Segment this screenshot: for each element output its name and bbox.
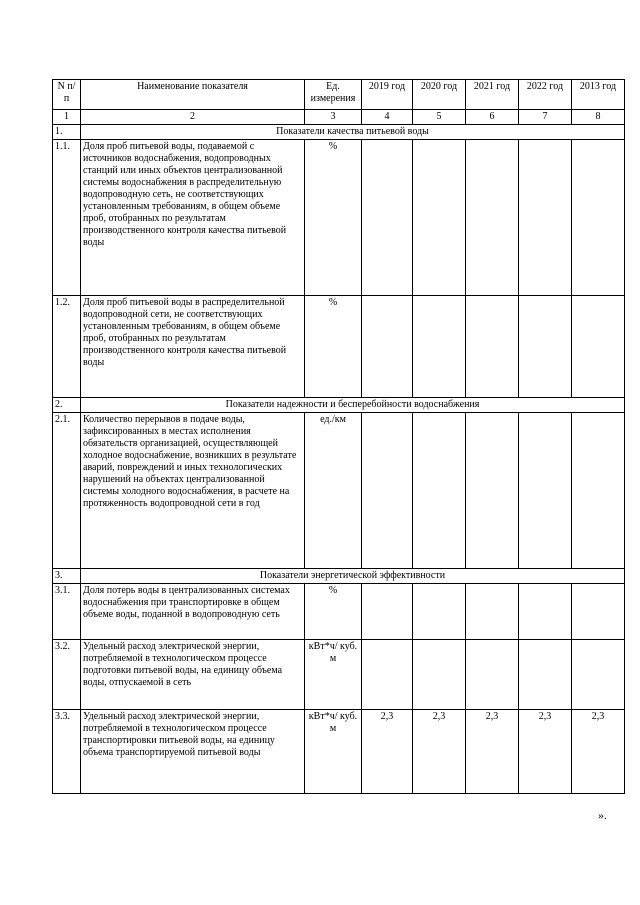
row-value [413,140,466,296]
row-value [519,140,572,296]
section-title: Показатели энергетической эффективности [81,569,625,584]
header-year-3: 2021 год [466,80,519,110]
indicators-table [52,79,625,794]
row-unit: ед./км [305,413,362,569]
header-num: N п/п [53,80,81,110]
section-row [53,569,625,584]
row-value [572,584,625,640]
row-unit: % [305,584,362,640]
column-number: 3 [305,110,362,125]
column-number: 2 [81,110,305,125]
row-value [466,413,519,569]
table-row [53,710,625,794]
row-unit: % [305,296,362,398]
column-number: 6 [466,110,519,125]
row-name: Удельный расход электрической энергии, потребляемой в технологическом процессе подготовки питьевой воды, на единицу объема воды, отпускаемой в сеть [81,640,305,710]
row-name: Доля потерь воды в централизованных системах водоснабжения при транспортировке в общем объеме воды, поданной в водопроводную сеть [81,584,305,640]
row-value [519,584,572,640]
section-row [53,125,625,140]
row-value: 2,3 [466,710,519,794]
row-value: 2,3 [413,710,466,794]
table-row [53,296,625,398]
row-name: Удельный расход электрической энергии, потребляемой в технологическом процессе транспортировки питьевой воды, на единицу объема транспортируемой питьевой воды [81,710,305,794]
row-value [466,584,519,640]
row-value [362,413,413,569]
column-number: 7 [519,110,572,125]
row-value [466,140,519,296]
row-value [572,140,625,296]
header-unit: Ед. измерения [305,80,362,110]
section-num: 1. [53,125,81,140]
row-num: 1.1. [53,140,81,296]
row-value [362,640,413,710]
row-unit: % [305,140,362,296]
header-row [53,80,625,110]
row-name: Доля проб питьевой воды, подаваемой с источников водоснабжения, водопроводных станций или иных объектов централизованной системы водоснабжения в распределительную водопроводную сеть, не соответствующих установленным требованиям, в общем объеме проб, отобранных по результатам производственного контроля качества питьевой воды [81,140,305,296]
column-number: 1 [53,110,81,125]
closing-quote-mark: ». [598,808,607,822]
row-num: 3.3. [53,710,81,794]
row-name: Доля проб питьевой воды в распределительной водопроводной сети, не соответствующих установленным требованиям, в общем объеме проб, отобранных по результатам производственного контроля качества питьевой воды [81,296,305,398]
header-year-5: 2013 год [572,80,625,110]
row-value [413,584,466,640]
row-num: 2.1. [53,413,81,569]
header-name: Наименование показателя [81,80,305,110]
row-unit: кВт*ч/ куб. м [305,640,362,710]
section-title: Показатели надежности и бесперебойности водоснабжения [81,398,625,413]
header-year-2: 2020 год [413,80,466,110]
row-value [362,140,413,296]
row-value [466,296,519,398]
column-number: 8 [572,110,625,125]
row-value: 2,3 [362,710,413,794]
row-value [572,413,625,569]
row-num: 3.1. [53,584,81,640]
column-number: 4 [362,110,413,125]
row-value [362,296,413,398]
row-value [362,584,413,640]
table-row [53,640,625,710]
section-row [53,398,625,413]
row-num: 1.2. [53,296,81,398]
row-value [572,640,625,710]
section-num: 3. [53,569,81,584]
row-value [572,296,625,398]
table-row [53,140,625,296]
row-value [519,640,572,710]
row-value [519,413,572,569]
header-year-4: 2022 год [519,80,572,110]
row-value: 2,3 [519,710,572,794]
section-title: Показатели качества питьевой воды [81,125,625,140]
row-value [413,296,466,398]
row-unit: кВт*ч/ куб. м [305,710,362,794]
row-value [519,296,572,398]
row-num: 3.2. [53,640,81,710]
row-value [413,413,466,569]
row-value [466,640,519,710]
table-row [53,584,625,640]
row-value: 2,3 [572,710,625,794]
table-row [53,413,625,569]
row-value [413,640,466,710]
section-num: 2. [53,398,81,413]
header-year-1: 2019 год [362,80,413,110]
column-number: 5 [413,110,466,125]
row-name: Количество перерывов в подаче воды, зафиксированных в местах исполнения обязательств организацией, осуществляющей холодное водоснабжение, возникших в результате аварий, повреждений и иных технологических нарушений на объектах централизованной системы холодного водоснабжения, в расчете на протяженность водопроводной сети в год [81,413,305,569]
column-number-row [53,110,625,125]
